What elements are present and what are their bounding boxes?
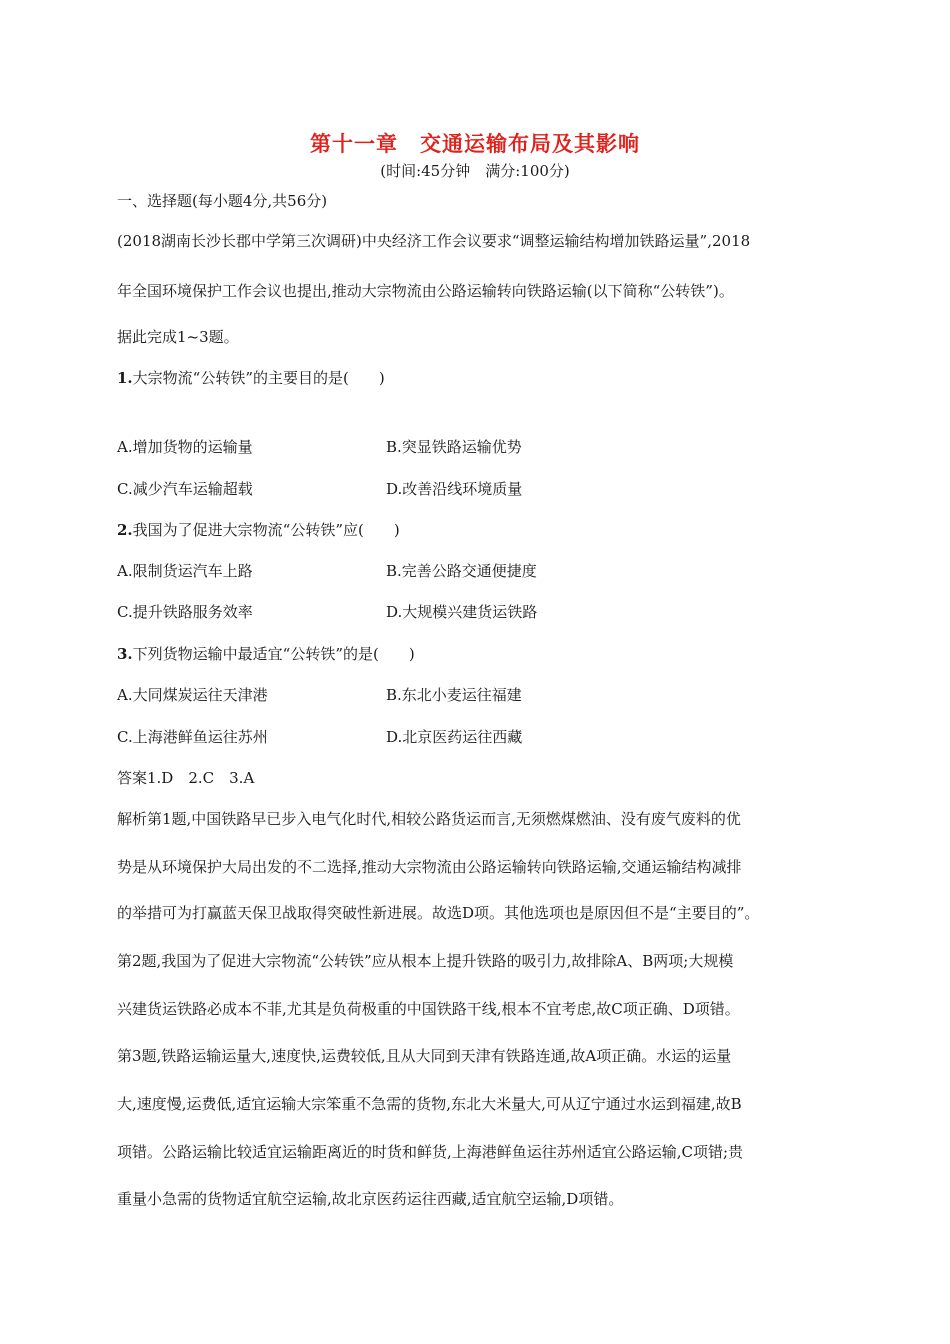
option-a: A.大同煤炭运往天津港 <box>117 686 268 704</box>
passage-line-3: 据此完成1~3题。 <box>117 328 239 346</box>
option-b: B.东北小麦运往福建 <box>386 686 522 704</box>
option-b: B.完善公路交通便捷度 <box>386 562 537 580</box>
analysis-line-7: 大,速度慢,运费低,适宜运输大宗笨重不急需的货物,东北大米量大,可从辽宁通过水运到福建,故B <box>117 1095 742 1113</box>
analysis-line-6: 第3题,铁路运输运量大,速度快,运费较低,且从大同到天津有铁路连通,故A项正确。水运的运量 <box>117 1047 732 1065</box>
question-stem: 下列货物运输中最适宜“公转铁”的是( ) <box>132 645 415 663</box>
analysis-line-9: 重量小急需的货物适宜航空运输,故北京医药运往西藏,适宜航空运输,D项错。 <box>117 1190 624 1208</box>
option-d: D.北京医药运往西藏 <box>386 728 523 746</box>
analysis-line-1: 解析第1题,中国铁路早已步入电气化时代,相较公路货运而言,无须燃煤燃油、没有废气废料的优 <box>117 810 741 828</box>
passage-line-1: (2018湖南长沙长郡中学第三次调研)中央经济工作会议要求“调整运输结构增加铁路运量”,2018 <box>117 232 751 250</box>
chapter-title: 第十一章 交通运输布局及其影响 <box>310 132 640 156</box>
exam-info: (时间:45分钟 满分:100分) <box>380 162 570 180</box>
question-1 <box>117 368 385 388</box>
analysis-line-8: 项错。公路运输比较适宜运输距离近的时货和鲜货,上海港鲜鱼运往苏州适宜公路运输,C项错;贵 <box>117 1143 744 1161</box>
question-number: 3. <box>117 645 133 663</box>
section-heading: 一、选择题(每小题4分,共56分) <box>117 192 328 210</box>
analysis-line-2: 势是从环境保护大局出发的不二选择,推动大宗物流由公路运输转向铁路运输,交通运输结构减排 <box>117 858 742 876</box>
question-2 <box>117 520 400 540</box>
option-c: C.减少汽车运输超载 <box>117 480 253 498</box>
option-b: B.突显铁路运输优势 <box>386 438 522 456</box>
question-stem: 我国为了促进大宗物流“公转铁”应( ) <box>132 521 400 539</box>
question-stem: 大宗物流“公转铁”的主要目的是( ) <box>132 369 385 387</box>
passage-line-2: 年全国环境保护工作会议也提出,推动大宗物流由公路运输转向铁路运输(以下简称“公转铁”)。 <box>117 282 734 300</box>
option-a: A.增加货物的运输量 <box>117 438 253 456</box>
analysis-line-3: 的举措可为打赢蓝天保卫战取得突破性新进展。故选D项。其他选项也是原因但不是“主要目的”。 <box>117 904 760 922</box>
analysis-line-4: 第2题,我国为了促进大宗物流“公转铁”应从根本上提升铁路的吸引力,故排除A、B两项;大规模 <box>117 952 734 970</box>
option-c: C.上海港鲜鱼运往苏州 <box>117 728 268 746</box>
option-d: D.大规模兴建货运铁路 <box>386 603 538 621</box>
option-c: C.提升铁路服务效率 <box>117 603 253 621</box>
question-number: 2. <box>117 521 133 539</box>
question-3 <box>117 644 415 664</box>
answer-key: 答案1.D 2.C 3.A <box>117 769 255 787</box>
option-d: D.改善沿线环境质量 <box>386 480 523 498</box>
option-a: A.限制货运汽车上路 <box>117 562 253 580</box>
analysis-line-5: 兴建货运铁路必成本不菲,尤其是负荷极重的中国铁路干线,根本不宜考虑,故C项正确、D项错。 <box>117 1000 740 1018</box>
question-number: 1. <box>117 369 133 387</box>
